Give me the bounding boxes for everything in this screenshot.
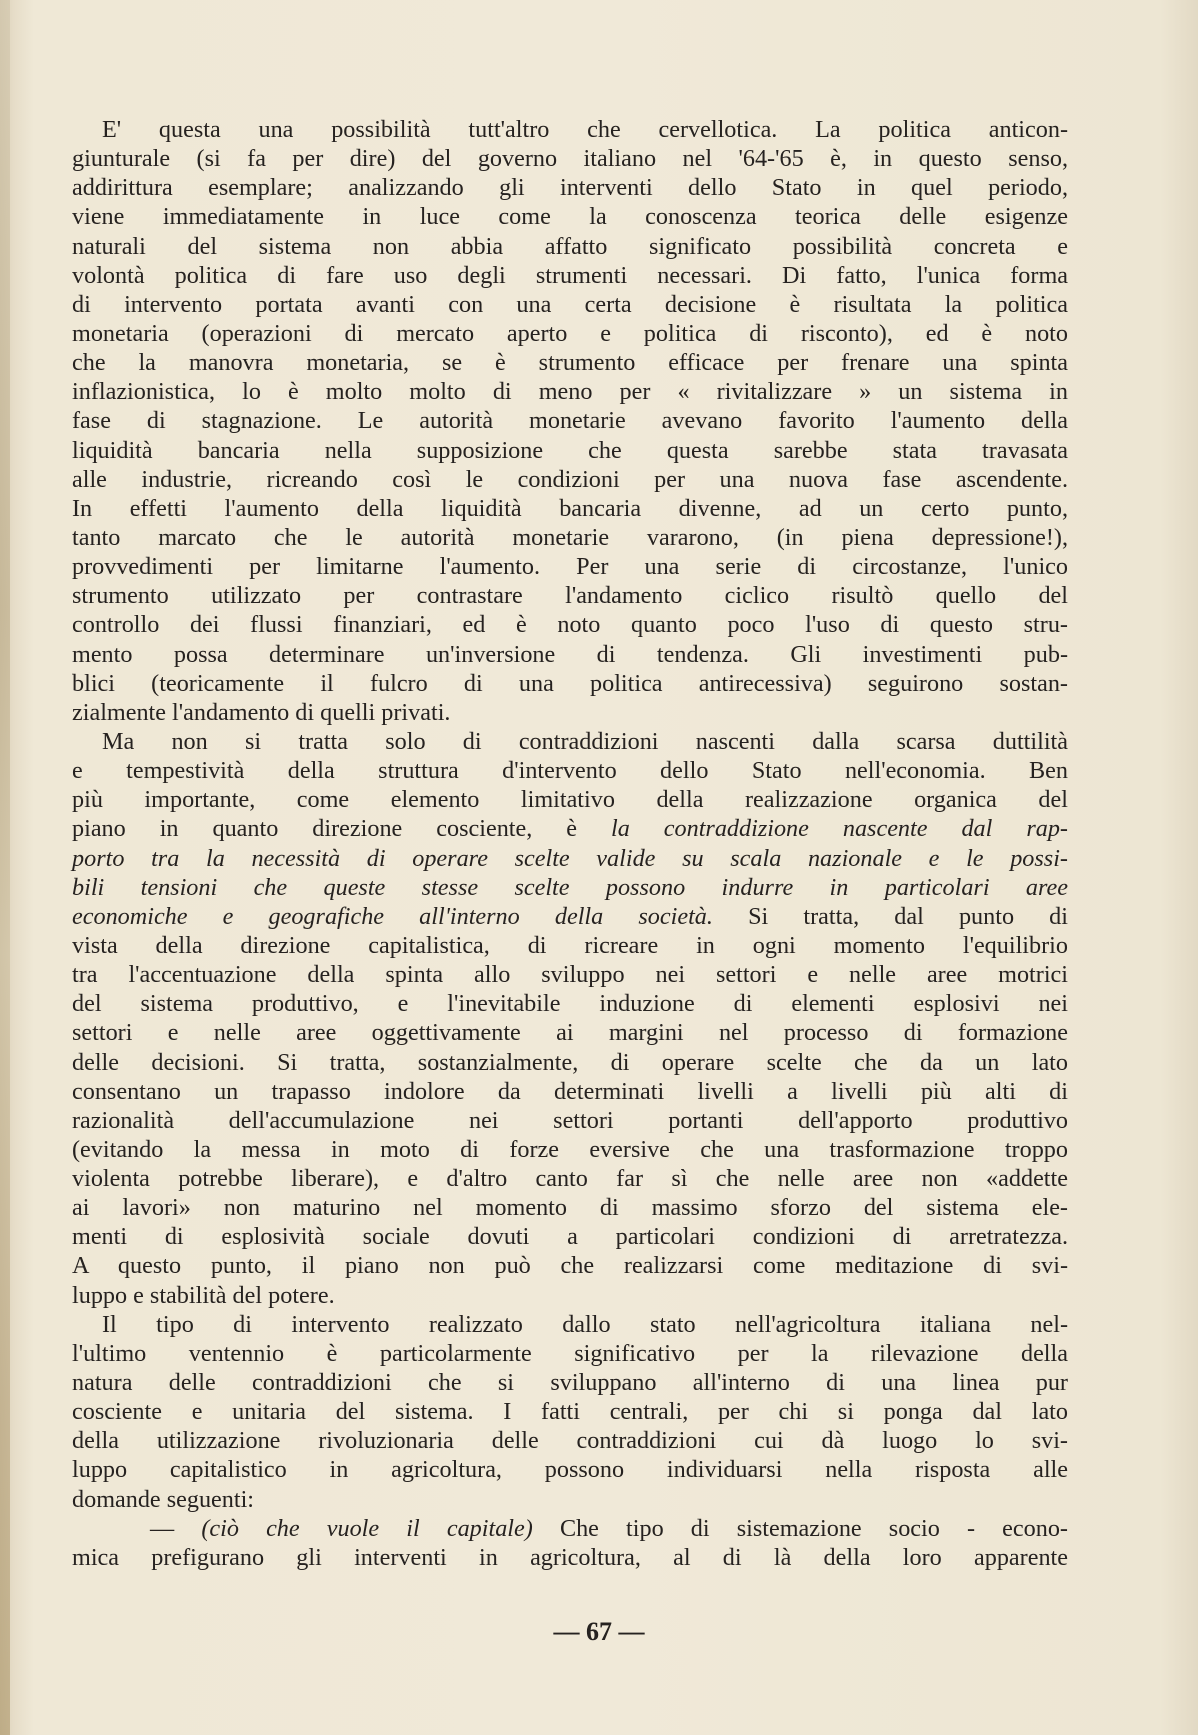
- text-line: [72, 202, 1068, 231]
- text-line: [72, 931, 1068, 960]
- text-segment: Ma non si tratta solo di contraddizioni nascenti dalla scarsa duttilità: [102, 727, 1068, 755]
- text-segment: addirittura esemplare; analizzando gli interventi dello Stato in quel periodo,: [72, 174, 1068, 202]
- text-segment: monetaria (operazioni di mercato aperto e politica di risconto), ed è noto: [72, 319, 1068, 347]
- text-segment: più importante, come elemento limitativo della realizzazione organica del: [72, 786, 1068, 814]
- text-line: [72, 319, 1068, 348]
- text-segment: alle industrie, ricreando così le condizioni per una nuova fase ascendente.: [72, 465, 1068, 493]
- text-line: [72, 232, 1068, 261]
- text-segment: viene immediatamente in luce come la conoscenza teorica delle esigenze: [72, 203, 1068, 231]
- text-segment: tanto marcato che le autorità monetarie vararono, (in piena depressione!),: [72, 523, 1068, 551]
- text-segment: menti di esplosività sociale dovuti a particolari condizioni di arretratezza.: [72, 1223, 1068, 1251]
- text-line: [72, 1164, 1068, 1193]
- text-line: [72, 669, 1068, 698]
- text-line: [72, 377, 1068, 406]
- text-line: [72, 1514, 1068, 1543]
- text-line: [72, 523, 1068, 552]
- italic-text-segment: la contraddizione nascente dal rap-: [610, 815, 1068, 843]
- text-line: [72, 348, 1068, 377]
- text-segment: giunturale (si fa per dire) del governo italiano nel '64-'65 è, in questo senso,: [72, 145, 1068, 173]
- text-line: [72, 814, 1068, 843]
- text-segment: inflazionistica, lo è molto molto di meno per « rivitalizzare » un sistema in: [72, 378, 1068, 406]
- text-segment: fase di stagnazione. Le autorità monetarie avevano favorito l'aumento della: [72, 407, 1068, 435]
- text-segment: consentano un trapasso indolore da determinati livelli a livelli più alti di: [72, 1077, 1068, 1105]
- text-segment: Che tipo di sistemazione socio - econo-: [532, 1514, 1068, 1542]
- text-line: [72, 290, 1068, 319]
- text-segment: violenta potrebbe liberare), e d'altro canto far sì che nelle aree non «addette: [72, 1165, 1068, 1193]
- text-segment: controllo dei flussi finanziari, ed è noto quanto poco l'uso di questo stru-: [72, 611, 1068, 639]
- text-line: [72, 1018, 1068, 1047]
- text-segment: A questo punto, il piano non può che realizzarsi come meditazione di svi-: [72, 1252, 1068, 1280]
- text-line: [72, 1222, 1068, 1251]
- text-segment: del sistema produttivo, e l'inevitabile induzione di elementi esplosivi nei: [72, 990, 1068, 1018]
- text-line: [72, 1485, 1068, 1514]
- text-line: [72, 1397, 1068, 1426]
- text-segment: razionalità dell'accumulazione nei settori portanti dell'apporto produttivo: [72, 1106, 1068, 1134]
- text-line: [72, 698, 1068, 727]
- text-line: [72, 173, 1068, 202]
- text-line: [72, 902, 1068, 931]
- text-line: [72, 785, 1068, 814]
- text-segment: l'ultimo ventennio è particolarmente significativo per la rilevazione della: [72, 1339, 1068, 1367]
- text-segment: tra l'accentuazione della spinta allo sviluppo nei settori e nelle aree motrici: [72, 961, 1068, 989]
- text-line: [72, 465, 1068, 494]
- text-segment: delle decisioni. Si tratta, sostanzialmente, di operare scelte che da un lato: [72, 1048, 1068, 1076]
- text-segment: zialmente l'andamento di quelli privati.: [72, 698, 451, 726]
- text-line: [72, 1193, 1068, 1222]
- text-segment: luppo capitalistico in agricoltura, possono individuarsi nella risposta alle: [72, 1456, 1068, 1484]
- italic-text-segment: (ciò che vuole il capitale): [201, 1514, 533, 1542]
- text-line: [72, 115, 1068, 144]
- text-line: [72, 494, 1068, 523]
- text-line: [72, 144, 1068, 173]
- text-segment: settori e nelle aree oggettivamente ai margini nel processo di formazione: [72, 1019, 1068, 1047]
- text-line: [72, 844, 1068, 873]
- text-line: [72, 1368, 1068, 1397]
- italic-text-segment: economiche e geografiche all'interno della società.: [72, 902, 713, 930]
- text-line: [72, 989, 1068, 1018]
- text-line: [72, 1106, 1068, 1135]
- text-segment: e tempestività della struttura d'intervento dello Stato nell'economia. Ben: [72, 757, 1068, 785]
- text-segment: cosciente e unitaria del sistema. I fatti centrali, per chi si ponga dal lato: [72, 1398, 1068, 1426]
- text-line: [72, 406, 1068, 435]
- text-segment: mica prefigurano gli interventi in agricoltura, al di là della loro apparente: [72, 1543, 1068, 1571]
- text-line: [72, 727, 1068, 756]
- text-segment: piano in quanto direzione cosciente, è: [72, 815, 611, 843]
- text-line: [72, 1077, 1068, 1106]
- text-line: [72, 436, 1068, 465]
- body-text: [72, 115, 1068, 1572]
- text-line: [72, 756, 1068, 785]
- text-line: [72, 960, 1068, 989]
- italic-text-segment: porto tra la necessità di operare scelte valide su scala nazionale e le possi-: [72, 844, 1068, 872]
- text-line: [72, 1426, 1068, 1455]
- text-segment: della utilizzazione rivoluzionaria delle contraddizioni cui dà luogo lo svi-: [72, 1427, 1068, 1455]
- text-segment: ai lavori» non maturino nel momento di massimo sforzo del sistema ele-: [72, 1194, 1068, 1222]
- text-segment: mento possa determinare un'inversione di tendenza. Gli investimenti pub-: [72, 640, 1068, 668]
- text-line: [72, 1339, 1068, 1368]
- text-segment: liquidità bancaria nella supposizione che questa sarebbe stata travasata: [72, 436, 1068, 464]
- text-segment: Si tratta, dal punto di: [712, 902, 1068, 930]
- text-segment: blici (teoricamente il fulcro di una politica antirecessiva) seguirono sostan-: [72, 669, 1068, 697]
- text-segment: —: [150, 1514, 202, 1542]
- text-line: [72, 1455, 1068, 1484]
- text-segment: (evitando la messa in moto di forze eversive che una trasformazione troppo: [72, 1135, 1068, 1163]
- text-line: [72, 610, 1068, 639]
- text-line: [72, 261, 1068, 290]
- text-segment: strumento utilizzato per contrastare l'andamento ciclico risultò quello del: [72, 582, 1068, 610]
- text-segment: luppo e stabilità del potere.: [72, 1281, 335, 1309]
- text-line: [72, 1251, 1068, 1280]
- text-segment: provvedimenti per limitarne l'aumento. Per una serie di circostanze, l'unico: [72, 553, 1068, 581]
- text-line: [72, 873, 1068, 902]
- text-segment: In effetti l'aumento della liquidità bancaria divenne, ad un certo punto,: [72, 494, 1068, 522]
- text-line: [72, 1543, 1068, 1572]
- text-line: [72, 552, 1068, 581]
- text-segment: volontà politica di fare uso degli strumenti necessari. Di fatto, l'unica forma: [72, 261, 1068, 289]
- text-line: [72, 1281, 1068, 1310]
- text-line: [72, 1310, 1068, 1339]
- text-line: [72, 1048, 1068, 1077]
- text-segment: natura delle contraddizioni che si sviluppano all'interno di una linea pur: [72, 1369, 1068, 1397]
- page-number: — 67 —: [553, 1617, 645, 1646]
- text-segment: naturali del sistema non abbia affatto significato possibilità concreta e: [72, 232, 1068, 260]
- text-segment: di intervento portata avanti con una certa decisione è risultata la politica: [72, 290, 1068, 318]
- text-line: [72, 640, 1068, 669]
- text-line: [72, 1135, 1068, 1164]
- text-segment: Il tipo di intervento realizzato dallo stato nell'agricoltura italiana nel-: [102, 1310, 1068, 1338]
- text-line: [72, 581, 1068, 610]
- text-segment: domande seguenti:: [72, 1485, 255, 1513]
- italic-text-segment: bili tensioni che queste stesse scelte possono indurre in particolari aree: [72, 873, 1068, 901]
- text-segment: vista della direzione capitalistica, di ricreare in ogni momento l'equilibrio: [72, 931, 1068, 959]
- text-segment: che la manovra monetaria, se è strumento efficace per frenare una spinta: [72, 349, 1068, 377]
- text-segment: E' questa una possibilità tutt'altro che cervellotica. La politica anticon-: [102, 116, 1068, 143]
